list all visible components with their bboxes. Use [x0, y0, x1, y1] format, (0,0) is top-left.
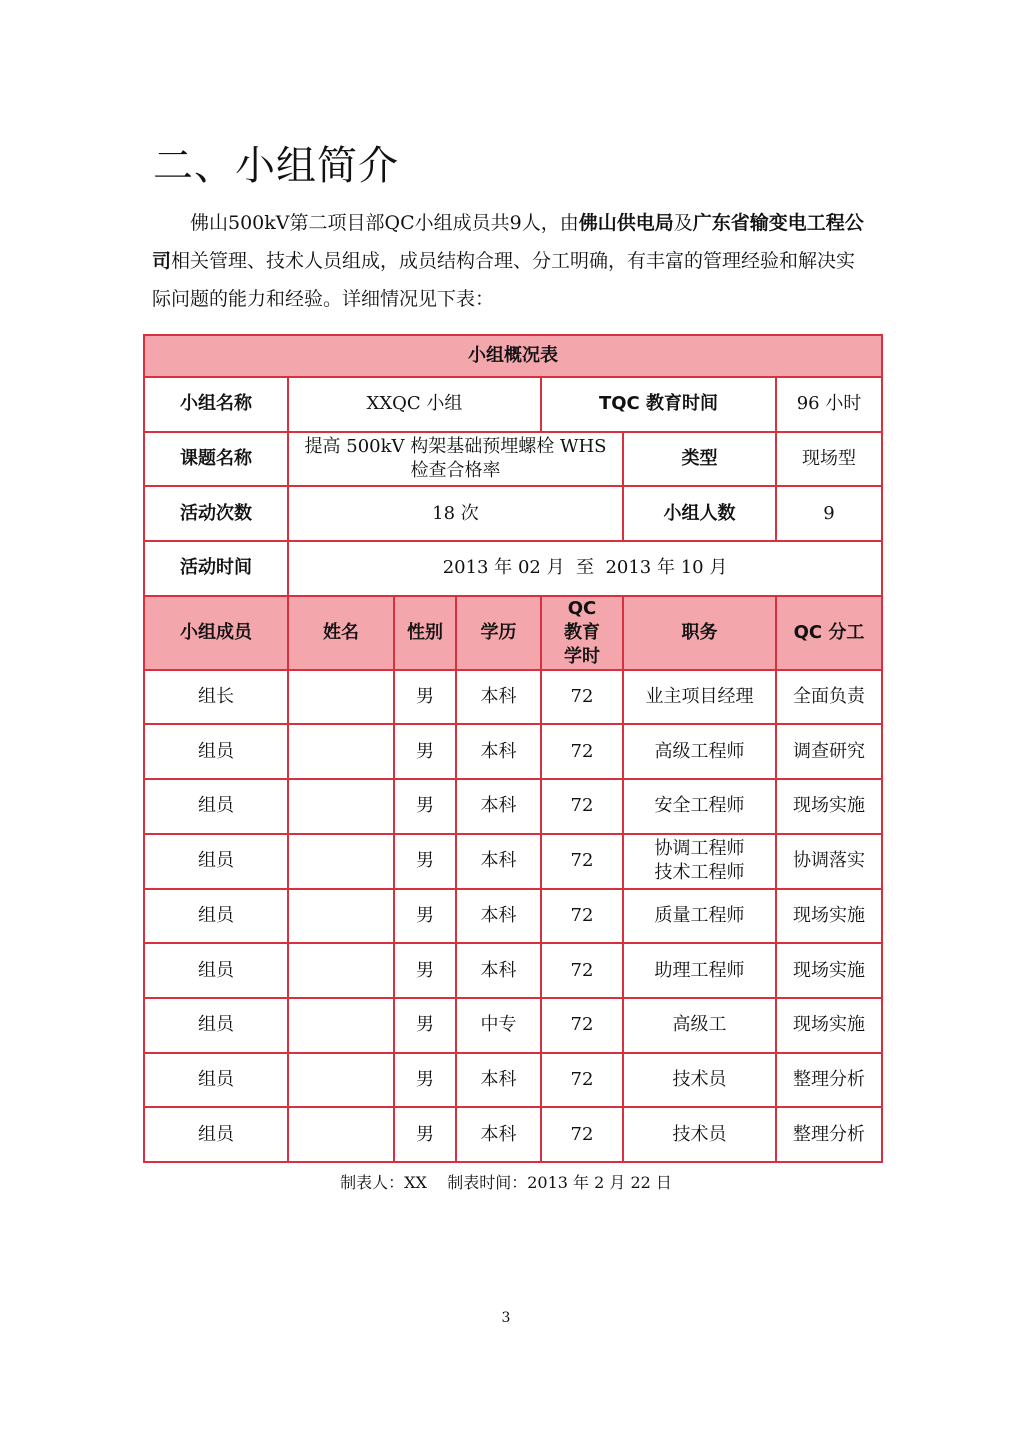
tqc-value: 96 小时 — [776, 377, 882, 432]
intro-text: 及 — [673, 212, 693, 234]
member-hours-cell: 72 — [541, 670, 623, 725]
member-hours-cell: 72 — [541, 1053, 623, 1108]
table-caption: 小组概况表 — [144, 335, 882, 377]
member-gender-cell: 男 — [394, 779, 456, 834]
member-duty-cell: 调查研究 — [776, 724, 882, 779]
member-count-label: 小组人数 — [623, 486, 776, 541]
activity-count-value: 18 次 — [288, 486, 623, 541]
member-position-cell: 安全工程师 — [623, 779, 776, 834]
member-gender-cell: 男 — [394, 1053, 456, 1108]
tqc-label: TQC 教育时间 — [541, 377, 776, 432]
member-header-cell: 小组成员 — [144, 596, 288, 670]
member-hours-cell: 72 — [541, 943, 623, 998]
member-gender-cell: 男 — [394, 889, 456, 944]
member-position-cell: 技术员 — [623, 1053, 776, 1108]
group-overview-table — [143, 334, 883, 1163]
member-education-cell: 本科 — [456, 1053, 541, 1108]
type-label: 类型 — [623, 432, 776, 487]
member-gender-cell: 男 — [394, 1107, 456, 1162]
member-position-cell: 助理工程师 — [623, 943, 776, 998]
member-position-cell: 高级工 — [623, 998, 776, 1053]
member-row — [144, 779, 882, 834]
member-role-cell: 组员 — [144, 889, 288, 944]
member-role-cell: 组员 — [144, 1053, 288, 1108]
member-header-cell: 姓名 — [288, 596, 394, 670]
member-header-cell: 职务 — [623, 596, 776, 670]
member-row — [144, 998, 882, 1053]
member-name-cell — [288, 998, 394, 1053]
type-value: 现场型 — [776, 432, 882, 487]
intro-text: 相关管理、技术人员组成，成员结构合理、分工明确，有丰富的管理经验和解决实际问题的能力和经验。详细情况见下表： — [152, 250, 856, 310]
activity-time-label: 活动时间 — [144, 541, 288, 596]
member-role-cell: 组员 — [144, 998, 288, 1053]
member-position-cell: 技术员 — [623, 1107, 776, 1162]
member-gender-cell: 男 — [394, 834, 456, 889]
member-hours-cell: 72 — [541, 1107, 623, 1162]
member-row — [144, 724, 882, 779]
member-role-cell: 组员 — [144, 1107, 288, 1162]
member-hours-cell: 72 — [541, 779, 623, 834]
member-name-cell — [288, 943, 394, 998]
member-header-cell: 学历 — [456, 596, 541, 670]
member-role-cell: 组员 — [144, 834, 288, 889]
member-gender-cell: 男 — [394, 724, 456, 779]
group-name-value: XXQC 小组 — [288, 377, 541, 432]
member-header-cell: QC 教育学时 — [541, 596, 623, 670]
activity-count-label: 活动次数 — [144, 486, 288, 541]
member-row — [144, 943, 882, 998]
member-count-value: 9 — [776, 486, 882, 541]
member-hours-cell: 72 — [541, 834, 623, 889]
table-footer: 制表人：XX 制表时间：2013 年 2 月 22 日 — [340, 1173, 672, 1192]
member-hours-cell: 72 — [541, 724, 623, 779]
member-education-cell: 本科 — [456, 834, 541, 889]
member-name-cell — [288, 724, 394, 779]
member-role-cell: 组员 — [144, 943, 288, 998]
member-education-cell: 本科 — [456, 943, 541, 998]
group-name-label: 小组名称 — [144, 377, 288, 432]
topic-label: 课题名称 — [144, 432, 288, 487]
member-duty-cell: 全面负责 — [776, 670, 882, 725]
member-education-cell: 本科 — [456, 889, 541, 944]
org-guangdong: 广东省输变电工程公司 — [152, 212, 864, 272]
section-heading: 二、小组简介 — [153, 143, 399, 189]
member-education-cell: 中专 — [456, 998, 541, 1053]
member-name-cell — [288, 889, 394, 944]
intro-text: 佛山500kV第二项目部QC小组成员共9人，由 — [190, 212, 579, 234]
member-duty-cell: 协调落实 — [776, 834, 882, 889]
member-row — [144, 670, 882, 725]
member-header-cell: 性别 — [394, 596, 456, 670]
activity-time-value: 2013 年 02 月 至 2013 年 10 月 — [288, 541, 882, 596]
member-name-cell — [288, 670, 394, 725]
member-duty-cell: 整理分析 — [776, 1053, 882, 1108]
member-name-cell — [288, 1107, 394, 1162]
topic-value: 提高 500kV 构架基础预埋螺栓 WHS 检查合格率 — [288, 432, 623, 487]
member-duty-cell: 现场实施 — [776, 998, 882, 1053]
member-duty-cell: 现场实施 — [776, 779, 882, 834]
member-position-cell: 业主项目经理 — [623, 670, 776, 725]
member-name-cell — [288, 834, 394, 889]
member-row — [144, 834, 882, 889]
member-header-row — [144, 596, 882, 670]
member-gender-cell: 男 — [394, 943, 456, 998]
member-gender-cell: 男 — [394, 670, 456, 725]
member-header-cell: QC 分工 — [776, 596, 882, 670]
org-foshan: 佛山供电局 — [578, 212, 674, 234]
member-name-cell — [288, 1053, 394, 1108]
page-number: 3 — [501, 1310, 511, 1326]
member-role-cell: 组员 — [144, 724, 288, 779]
member-education-cell: 本科 — [456, 779, 541, 834]
member-row — [144, 1053, 882, 1108]
member-position-cell: 协调工程师 技术工程师 — [623, 834, 776, 889]
member-position-cell: 质量工程师 — [623, 889, 776, 944]
member-position-cell: 高级工程师 — [623, 724, 776, 779]
member-gender-cell: 男 — [394, 998, 456, 1053]
member-duty-cell: 现场实施 — [776, 889, 882, 944]
member-name-cell — [288, 779, 394, 834]
member-role-cell: 组长 — [144, 670, 288, 725]
member-duty-cell: 整理分析 — [776, 1107, 882, 1162]
member-role-cell: 组员 — [144, 779, 288, 834]
member-hours-cell: 72 — [541, 889, 623, 944]
member-hours-cell: 72 — [541, 998, 623, 1053]
member-row — [144, 889, 882, 944]
member-education-cell: 本科 — [456, 724, 541, 779]
member-education-cell: 本科 — [456, 670, 541, 725]
member-row — [144, 1107, 882, 1162]
member-duty-cell: 现场实施 — [776, 943, 882, 998]
member-education-cell: 本科 — [456, 1107, 541, 1162]
intro-paragraph — [152, 204, 872, 318]
